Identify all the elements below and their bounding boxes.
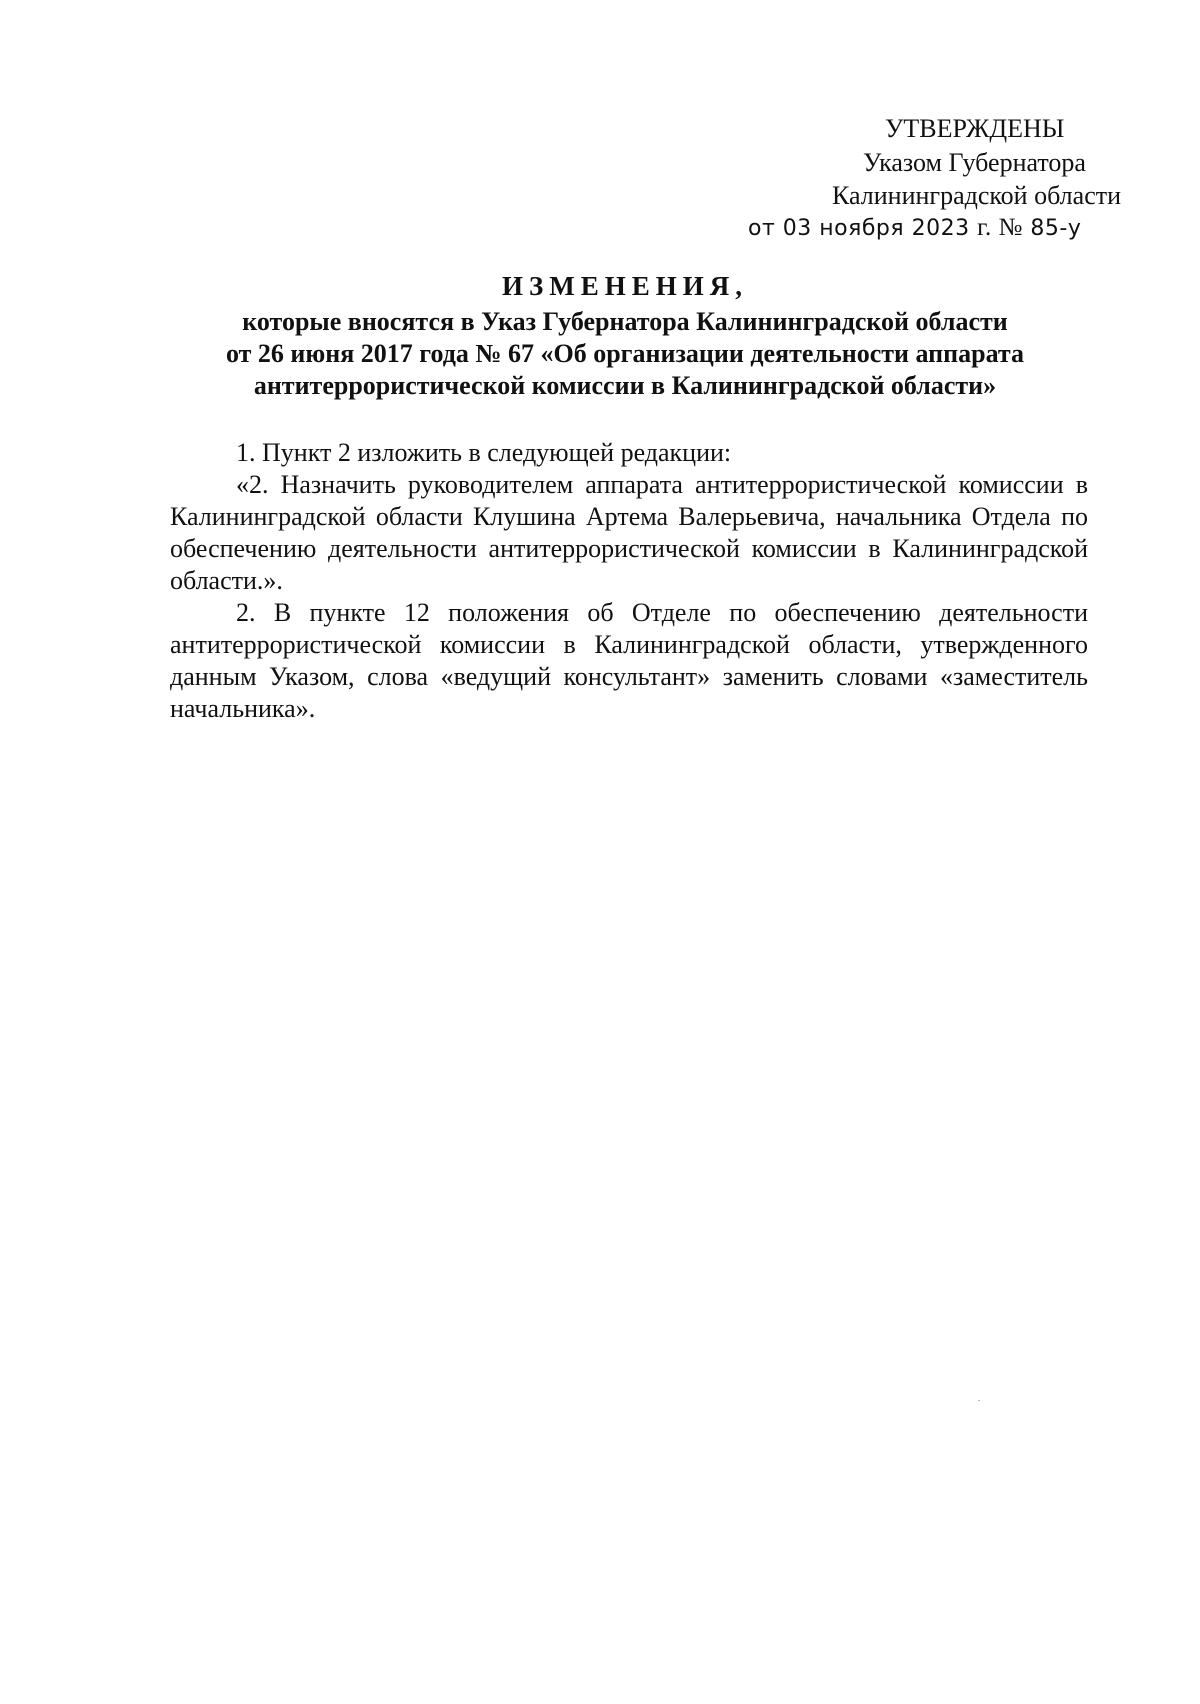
approval-issuer: Указом Губернатора (863, 148, 1086, 177)
document-heading (160, 270, 1090, 402)
paragraph-1: 1. Пункт 2 изложить в следующей редакции: (236, 438, 732, 467)
approval-number: 85-у (1030, 216, 1082, 241)
scan-speck (978, 1400, 980, 1401)
approval-region: Калининградской области (832, 181, 1122, 210)
paragraph-3: 2. В пункте 12 положения об Отделе по обеспечению деятельности антитеррористической комиссии в Калининградской области, утвержденного данным Указом, слова «ведущий консультант» заменить словами «заместитель начальника». (170, 598, 1088, 723)
paragraph-2: «2. Назначить руководителем аппарата антитеррористической комиссии в Калининградской области Клушина Артема Валерьевича, начальника Отдела по обеспечению деятельности антитеррористической комиссии в Калининградской области.». (170, 470, 1088, 595)
approval-title: УТВЕРЖДЕНЫ (885, 114, 1065, 143)
approval-date: 03 ноября 2023 (782, 216, 970, 241)
document-title: ИЗМЕНЕНИЯ, (501, 271, 748, 301)
approval-date-line (748, 211, 1081, 246)
heading-line-1: которые вносятся в Указ Губернатора Калининградской области (242, 307, 1008, 336)
document-body (170, 437, 1088, 725)
heading-line-3: антитеррористической комиссии в Калининградской области» (253, 371, 997, 400)
heading-line-2: от 26 июня 2017 года № 67 «Об организации деятельности аппарата (225, 339, 1025, 368)
approval-year-suffix: г. № (977, 214, 1023, 241)
approval-date-prefix: от (748, 216, 776, 241)
